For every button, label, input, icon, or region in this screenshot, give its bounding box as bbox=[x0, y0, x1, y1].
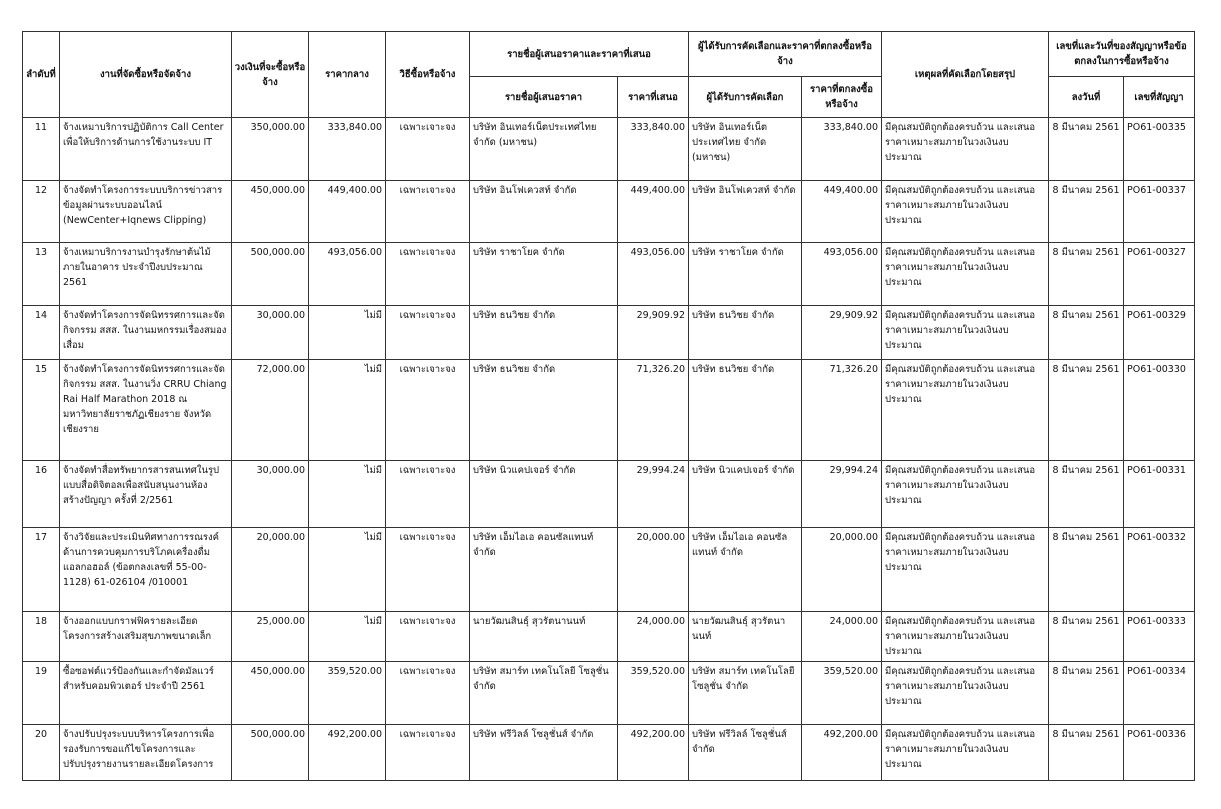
cell-bid: 29,994.24 bbox=[618, 461, 689, 528]
cell-reason: มีคุณสมบัติถูกต้องครบถ้วน และเสนอราคาเหมาะสมภายในวงเงินงบประมาณ bbox=[882, 243, 1049, 306]
header-selected-group: ผู้ได้รับการคัดเลือกและราคาที่ตกลงซื้อหรือจ้าง bbox=[689, 32, 882, 77]
cell-winner: บริษัท สมาร์ท เทคโนโลยี โซลูชั่น จำกัด bbox=[689, 662, 802, 725]
header-bid-price: ราคาที่เสนอ bbox=[618, 77, 689, 118]
cell-bidder: บริษัท ธนวิชย จำกัด bbox=[470, 306, 618, 360]
cell-median: 333,840.00 bbox=[309, 118, 386, 181]
cell-work: จ้างเหมาบริการงานบำรุงรักษาต้นไม้ภายในอาคาร ประจำปีงบประมาณ 2561 bbox=[60, 243, 232, 306]
cell-work: ซื้อซอฟต์แวร์ป้องกันและกำจัดมัลแวร์สำหรับคอมพิวเตอร์ ประจำปี 2561 bbox=[60, 662, 232, 725]
cell-date: 8 มีนาคม 2561 bbox=[1049, 181, 1124, 243]
cell-no: 14 bbox=[23, 306, 60, 360]
cell-price: 24,000.00 bbox=[802, 612, 882, 662]
header-contract-no: เลขที่สัญญา bbox=[1124, 77, 1195, 118]
cell-median: 493,056.00 bbox=[309, 243, 386, 306]
cell-budget: 350,000.00 bbox=[232, 118, 309, 181]
cell-price: 71,326.20 bbox=[802, 360, 882, 461]
cell-reason: มีคุณสมบัติถูกต้องครบถ้วน และเสนอราคาเหมาะสมภายในวงเงินงบประมาณ bbox=[882, 725, 1049, 781]
cell-date: 8 มีนาคม 2561 bbox=[1049, 360, 1124, 461]
table-row bbox=[23, 725, 1195, 781]
table-row bbox=[23, 118, 1195, 181]
cell-median: ไม่มี bbox=[309, 306, 386, 360]
cell-median: 449,400.00 bbox=[309, 181, 386, 243]
cell-winner: บริษัท อินเทอร์เน็ต ประเทศไทย จำกัด (มหาชน) bbox=[689, 118, 802, 181]
cell-budget: 72,000.00 bbox=[232, 360, 309, 461]
cell-bid: 71,326.20 bbox=[618, 360, 689, 461]
cell-median: 359,520.00 bbox=[309, 662, 386, 725]
cell-reason: มีคุณสมบัติถูกต้องครบถ้วน และเสนอราคาเหมาะสมภายในวงเงินงบประมาณ bbox=[882, 528, 1049, 612]
cell-price: 449,400.00 bbox=[802, 181, 882, 243]
cell-reason: มีคุณสมบัติถูกต้องครบถ้วน และเสนอราคาเหมาะสมภายในวงเงินงบประมาณ bbox=[882, 662, 1049, 725]
header-contract-group: เลขที่และวันที่ของสัญญาหรือข้อตกลงในการซื้อหรือจ้าง bbox=[1049, 32, 1195, 77]
cell-bid: 24,000.00 bbox=[618, 612, 689, 662]
header-median: ราคากลาง bbox=[309, 32, 386, 118]
cell-method: เฉพาะเจาะจง bbox=[386, 662, 470, 725]
cell-work: จ้างวิจัยและประเมินทิศทางการรณรงค์ด้านการควบคุมการบริโภคเครื่องดื่มแอลกอฮอล์ (ข้อตกลงเลขที่ 55-00-1128) 61-026104 /010001 bbox=[60, 528, 232, 612]
cell-method: เฉพาะเจาะจง bbox=[386, 243, 470, 306]
cell-bidder: บริษัท อินโฟเควสท์ จำกัด bbox=[470, 181, 618, 243]
cell-bid: 359,520.00 bbox=[618, 662, 689, 725]
header-agreed-price: ราคาที่ตกลงซื้อหรือจ้าง bbox=[802, 77, 882, 118]
cell-price: 493,056.00 bbox=[802, 243, 882, 306]
table-row bbox=[23, 360, 1195, 461]
cell-work: จ้างจัดทำโครงการจัดนิทรรศการและจัดกิจกรรม สสส. ในงานวิ่ง CRRU Chiang Rai Half Marathon 2018 ณ มหาวิทยาลัยราชภัฏเชียงราย จังหวัดเชียงราย bbox=[60, 360, 232, 461]
cell-price: 492,200.00 bbox=[802, 725, 882, 781]
cell-winner: บริษัท นิวแคปเจอร์ จำกัด bbox=[689, 461, 802, 528]
cell-bid: 493,056.00 bbox=[618, 243, 689, 306]
table-row bbox=[23, 181, 1195, 243]
cell-bidder: บริษัท ธนวิชย จำกัด bbox=[470, 360, 618, 461]
cell-date: 8 มีนาคม 2561 bbox=[1049, 612, 1124, 662]
cell-reason: มีคุณสมบัติถูกต้องครบถ้วน และเสนอราคาเหมาะสมภายในวงเงินงบประมาณ bbox=[882, 181, 1049, 243]
cell-no: 17 bbox=[23, 528, 60, 612]
table-row bbox=[23, 243, 1195, 306]
cell-winner: บริษัท ธนวิชย จำกัด bbox=[689, 306, 802, 360]
cell-contract: PO61-00336 bbox=[1124, 725, 1195, 781]
cell-contract: PO61-00333 bbox=[1124, 612, 1195, 662]
cell-contract: PO61-00335 bbox=[1124, 118, 1195, 181]
cell-price: 333,840.00 bbox=[802, 118, 882, 181]
cell-no: 20 bbox=[23, 725, 60, 781]
cell-contract: PO61-00334 bbox=[1124, 662, 1195, 725]
cell-method: เฉพาะเจาะจง bbox=[386, 118, 470, 181]
cell-price: 29,994.24 bbox=[802, 461, 882, 528]
cell-price: 359,520.00 bbox=[802, 662, 882, 725]
cell-contract: PO61-00332 bbox=[1124, 528, 1195, 612]
table-row bbox=[23, 612, 1195, 662]
cell-bidder: บริษัท สมาร์ท เทคโนโลยี โซลูชั่น จำกัด bbox=[470, 662, 618, 725]
cell-bidder: บริษัท นิวแคปเจอร์ จำกัด bbox=[470, 461, 618, 528]
header-method: วิธีซื้อหรือจ้าง bbox=[386, 32, 470, 118]
header-budget: วงเงินที่จะซื้อหรือจ้าง bbox=[232, 32, 309, 118]
cell-contract: PO61-00337 bbox=[1124, 181, 1195, 243]
table-row bbox=[23, 461, 1195, 528]
header-work: งานที่จัดซื้อหรือจัดจ้าง bbox=[60, 32, 232, 118]
cell-budget: 30,000.00 bbox=[232, 461, 309, 528]
cell-budget: 30,000.00 bbox=[232, 306, 309, 360]
cell-bidder: นายวัฒนสินธุ์ สุวรัตนานนท์ bbox=[470, 612, 618, 662]
cell-contract: PO61-00330 bbox=[1124, 360, 1195, 461]
cell-no: 12 bbox=[23, 181, 60, 243]
cell-median: ไม่มี bbox=[309, 612, 386, 662]
cell-budget: 25,000.00 bbox=[232, 612, 309, 662]
cell-work: จ้างจัดทำโครงการระบบบริการข่าวสารข้อมูลผ่านระบบออนไลน์ (NewCenter+Iqnews Clipping) bbox=[60, 181, 232, 243]
cell-reason: มีคุณสมบัติถูกต้องครบถ้วน และเสนอราคาเหมาะสมภายในวงเงินงบประมาณ bbox=[882, 461, 1049, 528]
table-row bbox=[23, 528, 1195, 612]
cell-work: จ้างจัดทำสื่อทรัพยากรสารสนเทศในรูปแบบสื่อดิจิตอลเพื่อสนับสนุนงานห้องสร้างปัญญา ครั้งที่ 2/2561 bbox=[60, 461, 232, 528]
cell-no: 11 bbox=[23, 118, 60, 181]
cell-price: 20,000.00 bbox=[802, 528, 882, 612]
cell-date: 8 มีนาคม 2561 bbox=[1049, 118, 1124, 181]
cell-no: 13 bbox=[23, 243, 60, 306]
cell-no: 16 bbox=[23, 461, 60, 528]
cell-date: 8 มีนาคม 2561 bbox=[1049, 306, 1124, 360]
cell-date: 8 มีนาคม 2561 bbox=[1049, 243, 1124, 306]
cell-date: 8 มีนาคม 2561 bbox=[1049, 662, 1124, 725]
cell-method: เฉพาะเจาะจง bbox=[386, 461, 470, 528]
cell-reason: มีคุณสมบัติถูกต้องครบถ้วน และเสนอราคาเหมาะสมภายในวงเงินงบประมาณ bbox=[882, 306, 1049, 360]
cell-bidder: บริษัท เอ็มไอเอ คอนซัลแทนท์ จำกัด bbox=[470, 528, 618, 612]
header-reason: เหตุผลที่คัดเลือกโดยสรุป bbox=[882, 32, 1049, 118]
cell-median: ไม่มี bbox=[309, 528, 386, 612]
cell-no: 15 bbox=[23, 360, 60, 461]
header-bidder-name: รายชื่อผู้เสนอราคา bbox=[470, 77, 618, 118]
cell-method: เฉพาะเจาะจง bbox=[386, 612, 470, 662]
header-bidders-group: รายชื่อผู้เสนอราคาและราคาที่เสนอ bbox=[470, 32, 689, 77]
cell-method: เฉพาะเจาะจง bbox=[386, 306, 470, 360]
cell-winner: นายวัฒนสินธุ์ สุวรัตนานนท์ bbox=[689, 612, 802, 662]
table-row bbox=[23, 662, 1195, 725]
cell-reason: มีคุณสมบัติถูกต้องครบถ้วน และเสนอราคาเหมาะสมภายในวงเงินงบประมาณ bbox=[882, 118, 1049, 181]
cell-winner: บริษัท อินโฟเควสท์ จำกัด bbox=[689, 181, 802, 243]
header-no: ลำดับที่ bbox=[23, 32, 60, 118]
cell-budget: 450,000.00 bbox=[232, 181, 309, 243]
cell-bid: 333,840.00 bbox=[618, 118, 689, 181]
header-selected-name: ผู้ได้รับการคัดเลือก bbox=[689, 77, 802, 118]
cell-bid: 492,200.00 bbox=[618, 725, 689, 781]
cell-median: ไม่มี bbox=[309, 360, 386, 461]
cell-bid: 29,909.92 bbox=[618, 306, 689, 360]
cell-contract: PO61-00331 bbox=[1124, 461, 1195, 528]
cell-bidder: บริษัท ฟรีวิลล์ โซลูชั่นส์ จำกัด bbox=[470, 725, 618, 781]
cell-no: 19 bbox=[23, 662, 60, 725]
cell-budget: 500,000.00 bbox=[232, 725, 309, 781]
cell-contract: PO61-00329 bbox=[1124, 306, 1195, 360]
cell-bid: 20,000.00 bbox=[618, 528, 689, 612]
header-date: ลงวันที่ bbox=[1049, 77, 1124, 118]
table-row bbox=[23, 306, 1195, 360]
cell-reason: มีคุณสมบัติถูกต้องครบถ้วน และเสนอราคาเหมาะสมภายในวงเงินงบประมาณ bbox=[882, 360, 1049, 461]
cell-work: จ้างปรับปรุงระบบบริหารโครงการเพื่อรองรับการขอแก้ไขโครงการและปรับปรุงรายงานรายละเอียดโครงการ bbox=[60, 725, 232, 781]
cell-method: เฉพาะเจาะจง bbox=[386, 181, 470, 243]
cell-bid: 449,400.00 bbox=[618, 181, 689, 243]
cell-budget: 20,000.00 bbox=[232, 528, 309, 612]
cell-contract: PO61-00327 bbox=[1124, 243, 1195, 306]
procurement-table bbox=[22, 31, 1195, 781]
cell-date: 8 มีนาคม 2561 bbox=[1049, 461, 1124, 528]
cell-work: จ้างออกแบบกราฟฟิครายละเอียดโครงการสร้างเสริมสุขภาพขนาดเล็ก bbox=[60, 612, 232, 662]
cell-median: 492,200.00 bbox=[309, 725, 386, 781]
cell-method: เฉพาะเจาะจง bbox=[386, 725, 470, 781]
cell-winner: บริษัท ราชาโยค จำกัด bbox=[689, 243, 802, 306]
cell-price: 29,909.92 bbox=[802, 306, 882, 360]
cell-bidder: บริษัท ราชาโยค จำกัด bbox=[470, 243, 618, 306]
cell-reason: มีคุณสมบัติถูกต้องครบถ้วน และเสนอราคาเหมาะสมภายในวงเงินงบประมาณ bbox=[882, 612, 1049, 662]
cell-method: เฉพาะเจาะจง bbox=[386, 528, 470, 612]
cell-winner: บริษัท ฟรีวิลล์ โซลูชั่นส์ จำกัด bbox=[689, 725, 802, 781]
cell-winner: บริษัท เอ็มไอเอ คอนซัลแทนท์ จำกัด bbox=[689, 528, 802, 612]
cell-budget: 450,000.00 bbox=[232, 662, 309, 725]
cell-budget: 500,000.00 bbox=[232, 243, 309, 306]
cell-date: 8 มีนาคม 2561 bbox=[1049, 725, 1124, 781]
cell-work: จ้างเหมาบริการปฏิบัติการ Call Center เพื่อให้บริการด้านการใช้งานระบบ IT bbox=[60, 118, 232, 181]
cell-median: ไม่มี bbox=[309, 461, 386, 528]
cell-bidder: บริษัท อินเทอร์เน็ตประเทศไทย จำกัด (มหาชน) bbox=[470, 118, 618, 181]
cell-date: 8 มีนาคม 2561 bbox=[1049, 528, 1124, 612]
cell-winner: บริษัท ธนวิชย จำกัด bbox=[689, 360, 802, 461]
cell-work: จ้างจัดทำโครงการจัดนิทรรศการและจัดกิจกรรม สสส. ในงานมหกรรมเรื่องสมองเสื่อม bbox=[60, 306, 232, 360]
cell-no: 18 bbox=[23, 612, 60, 662]
cell-method: เฉพาะเจาะจง bbox=[386, 360, 470, 461]
